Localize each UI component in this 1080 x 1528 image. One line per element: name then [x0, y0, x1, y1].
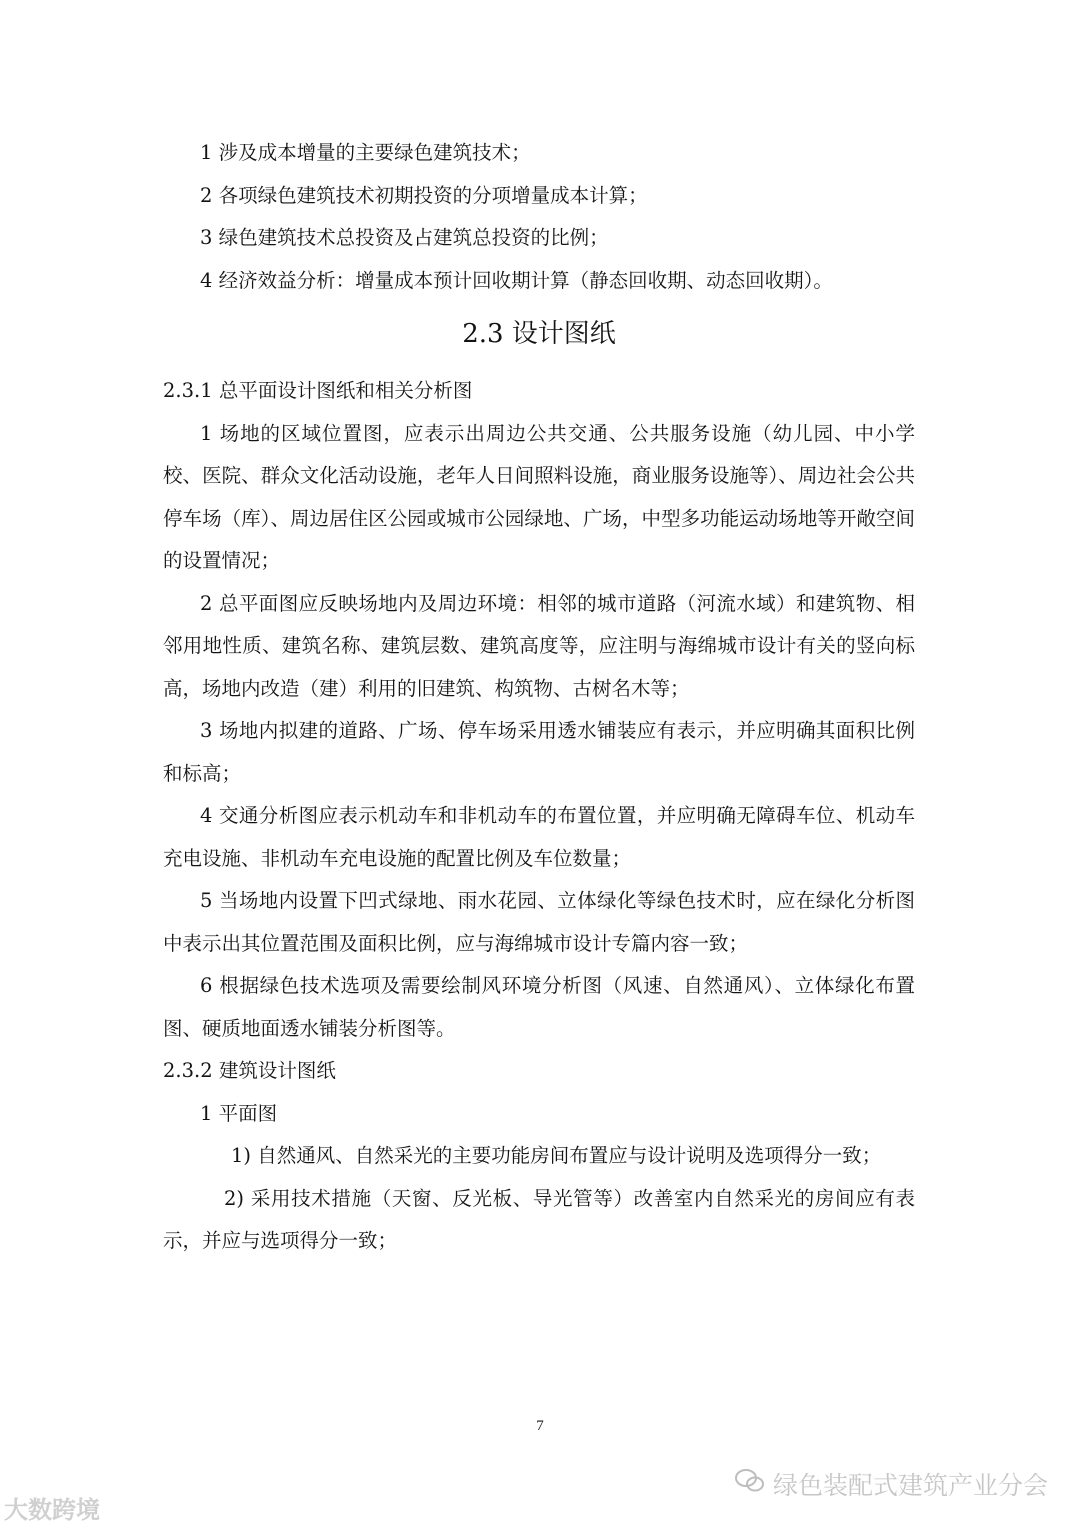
- list-item: 4 交通分析图应表示机动车和非机动车的布置位置，并应明确无障碍车位、机动车充电设施、非机动车充电设施的配置比例及车位数量；: [163, 804, 915, 870]
- list-item: 3 场地内拟建的道路、广场、停车场采用透水铺装应有表示，并应明确其面积比例和标高；: [163, 719, 915, 785]
- list-item: 2 总平面图应反映场地内及周边环境：相邻的城市道路（河流水域）和建筑物、相邻用地性质、建筑名称、建筑层数、建筑高度等，应注明与海绵城市设计有关的竖向标高，场地内改造（建）利用的旧建筑、构筑物、古树名木等；: [163, 591, 915, 700]
- wechat-icon: [735, 1468, 765, 1500]
- list-item: 2 各项绿色建筑技术初期投资的分项增量成本计算；: [200, 183, 648, 207]
- watermark-right: [735, 1466, 1048, 1502]
- list-item: 1 涉及成本增量的主要绿色建筑技术；: [200, 141, 531, 164]
- list-item: 1 场地的区域位置图，应表示出周边公共交通、公共服务设施（幼儿园、中小学校、医院、群众文化活动设施，老年人日间照料设施，商业服务设施等）、周边社会公共停车场（库）、周边居住区公园或城市公园绿地、广场，中型多功能运动场地等开敞空间的设置情况；: [163, 421, 915, 572]
- list-item: 5 当场地内设置下凹式绿地、雨水花园、立体绿化等绿色技术时，应在绿化分析图中表示出其位置范围及面积比例，应与海绵城市设计专篇内容一致；: [163, 889, 915, 955]
- document-body: [163, 132, 915, 1263]
- list-item: 4 经济效益分析：增量成本预计回收期计算（静态回收期、动态回收期）。: [200, 268, 833, 292]
- list-item: 6 根据绿色技术选项及需要绘制风环境分析图（风速、自然通风）、立体绿化布置图、硬质地面透水铺装分析图等。: [163, 974, 915, 1040]
- subsection-title: 2.3.2 建筑设计图纸: [163, 1059, 336, 1082]
- sub-list-item: 1) 自然通风、自然采光的主要功能房间布置应与设计说明及选项得分一致；: [231, 1144, 882, 1167]
- watermark-left: 大数跨境: [4, 1496, 100, 1524]
- page-number: 7: [536, 1418, 544, 1434]
- list-item: 3 绿色建筑技术总投资及占建筑总投资的比例；: [200, 226, 609, 249]
- subsection-title: 2.3.1 总平面设计图纸和相关分析图: [163, 379, 473, 402]
- watermark-right-text: 绿色装配式建筑产业分会: [772, 1471, 1048, 1500]
- section-title: 2.3 设计图纸: [462, 319, 616, 349]
- sub-list-item: 2) 采用技术措施（天窗、反光板、导光管等）改善室内自然采光的房间应有表示，并应与选项得分一致；: [163, 1186, 915, 1252]
- list-item: 1 平面图: [200, 1101, 278, 1125]
